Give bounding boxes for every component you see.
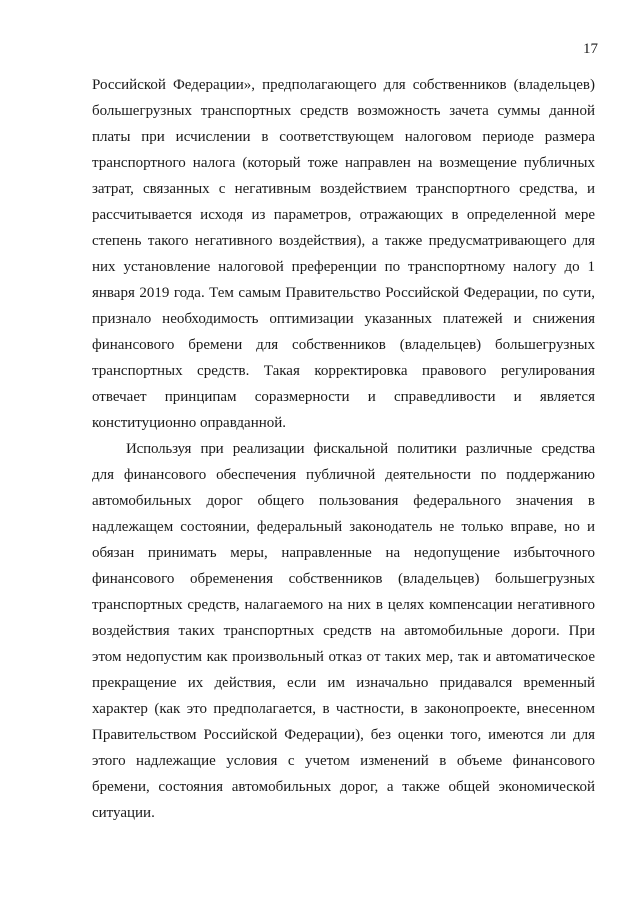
text-line: Используя при реализации фискальной политики различные средства [126, 441, 595, 457]
text-line: отвечает принципам соразмерности и справедливости и является [92, 389, 595, 405]
text-line: надлежащем состоянии, федеральный законодатель не только вправе, но и [92, 519, 595, 535]
text-line: финансового бремени для собственников (владельцев) большегрузных [92, 337, 595, 353]
text-line: обязан принимать меры, направленные на недопущение избыточного [92, 545, 595, 561]
text-line: конституционно оправданной. [92, 415, 287, 431]
text-line: этого надлежащие условия с учетом изменений в объеме финансового [92, 753, 595, 769]
text-line: признало необходимость оптимизации указанных платежей и снижения [92, 311, 595, 327]
text-line: степень такого негативного воздействия), а также предусматривающего для [92, 233, 595, 249]
text-line: Правительством Российской Федерации), без оценки того, имеются ли для [92, 727, 595, 743]
body-text [92, 72, 595, 826]
text-line: платы при исчислении в соответствующем налоговом периоде размера [92, 129, 595, 145]
text-line: большегрузных транспортных средств возможность зачета суммы данной [92, 103, 595, 119]
text-line: воздействия таких транспортных средств на автомобильные дороги. При [92, 623, 595, 639]
page-number: 17 [583, 41, 598, 57]
text-line: автомобильных дорог общего пользования федерального значения в [92, 493, 595, 509]
text-line: характер (как это предполагается, в частности, в законопроекте, внесенном [92, 701, 595, 717]
text-line: ситуации. [92, 805, 155, 821]
text-line: рассчитывается исходя из параметров, отражающих в определенной мере [92, 207, 595, 223]
text-line: транспортных средств. Такая корректировка правового регулирования [92, 363, 595, 379]
text-line: бремени, состояния автомобильных дорог, а также общей экономической [92, 779, 595, 795]
paragraph-2 [92, 436, 595, 826]
text-line: финансового обременения собственников (владельцев) большегрузных [92, 571, 595, 587]
text-line: прекращение их действия, если им изначально придавался временный [92, 675, 595, 691]
text-line: этом недопустим как произвольный отказ от таких мер, так и автоматическое [92, 649, 595, 665]
text-line: транспортного налога (который тоже направлен на возмещение публичных [92, 155, 595, 171]
text-line: января 2019 года. Тем самым Правительство Российской Федерации, по сути, [92, 285, 595, 301]
text-line: затрат, связанных с негативным воздействием транспортного средства, и [92, 181, 595, 197]
text-line: них установление налоговой преференции по транспортному налогу до 1 [92, 259, 595, 275]
text-line: для финансового обеспечения публичной деятельности по поддержанию [92, 467, 595, 483]
text-line: Российской Федерации», предполагающего для собственников (владельцев) [92, 77, 595, 93]
paragraph-1 [92, 72, 595, 436]
text-line: транспортных средств, налагаемого на них в целях компенсации негативного [92, 597, 595, 613]
